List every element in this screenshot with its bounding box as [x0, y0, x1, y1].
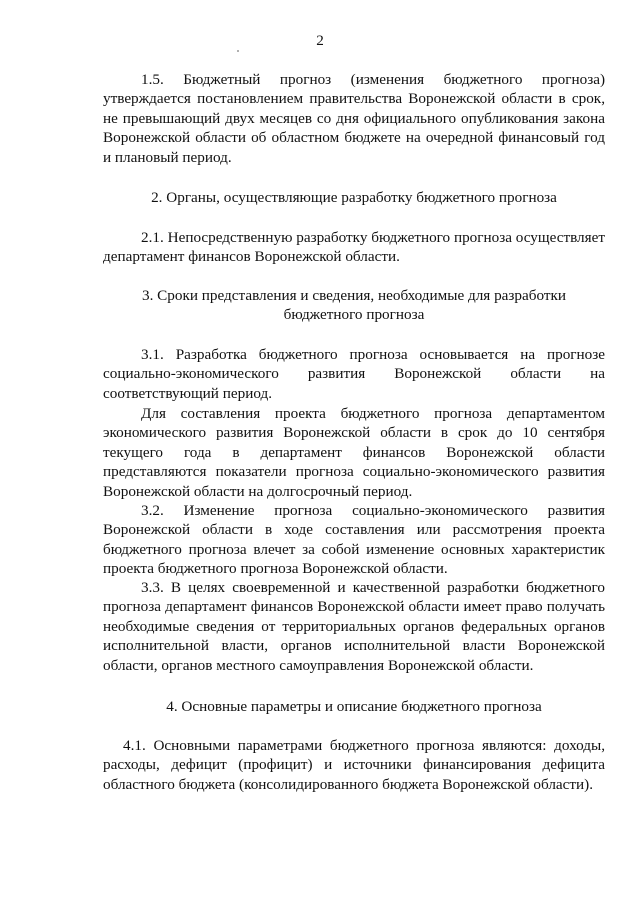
- paragraph-2-1: [103, 228, 605, 267]
- text-line: расходы, дефицит (профицит) и источники финансирования дефицита: [103, 756, 605, 774]
- text-line: 3.1. Разработка бюджетного прогноза основывается на прогнозе: [141, 346, 605, 363]
- text-line: Воронежской области на долгосрочный период.: [103, 482, 413, 500]
- paragraph-3-3: [103, 578, 605, 675]
- text-line: Воронежской области в ходе составления или рассмотрения проекта: [103, 521, 605, 539]
- paragraph-3-1: [103, 345, 605, 403]
- text-line: Для составления проекта бюджетного прогноза департаментом: [141, 405, 605, 422]
- text-line: 1.5. Бюджетный прогноз (изменения бюджетного прогноза): [141, 71, 605, 88]
- paragraph-1-5: [103, 70, 605, 167]
- text-line: проекта бюджетного прогноза Воронежской области.: [103, 560, 448, 578]
- text-line: прогноза департамент финансов Воронежской области имеет право получать: [103, 598, 605, 616]
- section-heading-3: [103, 286, 605, 325]
- text-line: бюджетного прогноза влечет за собой изменение основных характеристик: [103, 540, 605, 558]
- text-line: областного бюджета (консолидированного бюджета Воронежской области).: [103, 775, 594, 793]
- text-line: текущего года в департамент финансов Воронежской области: [103, 443, 605, 461]
- text-line: представляются показатели прогноза социально-экономического развития: [103, 463, 605, 481]
- text-line: и плановый период.: [103, 148, 232, 166]
- text-line: 4.1. Основными параметрами бюджетного прогноза являются: доходы,: [123, 737, 605, 754]
- text-line: 3.3. В целях своевременной и качественной разработки бюджетного: [141, 579, 605, 596]
- heading-line: бюджетного прогноза: [283, 306, 425, 324]
- page-number: 2: [316, 32, 324, 49]
- text-line: Воронежской области об областном бюджете на очередной финансовый год: [103, 129, 605, 147]
- heading-line: 3. Сроки представления и сведения, необходимые для разработки: [141, 287, 567, 304]
- scan-speck: [237, 50, 239, 52]
- text-line: 3.2. Изменение прогноза социально-экономического развития: [141, 502, 605, 519]
- text-line: 2.1. Непосредственную разработку бюджетного прогноза осуществляет: [141, 229, 605, 246]
- text-line: исполнительной власти, органов исполнительной власти Воронежской: [103, 637, 605, 655]
- paragraph-3-2: [103, 501, 605, 579]
- text-line: не превышающий двух месяцев со дня официального опубликования закона: [103, 109, 605, 127]
- text-line: соответствующий период.: [103, 384, 272, 402]
- text-line: области, органов местного самоуправления Воронежской области.: [103, 656, 534, 674]
- text-line: утверждается постановлением правительства Воронежской области в срок,: [103, 90, 605, 108]
- section-heading-2: 2. Органы, осуществляющие разработку бюджетного прогноза: [151, 189, 557, 206]
- section-heading-4: 4. Основные параметры и описание бюджетного прогноза: [166, 698, 542, 715]
- paragraph-3-1-continued: [103, 404, 605, 501]
- paragraph-4-1: [103, 736, 605, 794]
- text-line: департамент финансов Воронежской области.: [103, 248, 400, 266]
- text-line: социально-экономического развития Воронежской области на: [103, 365, 605, 383]
- text-line: необходимые сведения от территориальных органов федеральных органов: [103, 617, 605, 635]
- text-line: экономического развития Воронежской области в срок до 10 сентября: [103, 424, 605, 442]
